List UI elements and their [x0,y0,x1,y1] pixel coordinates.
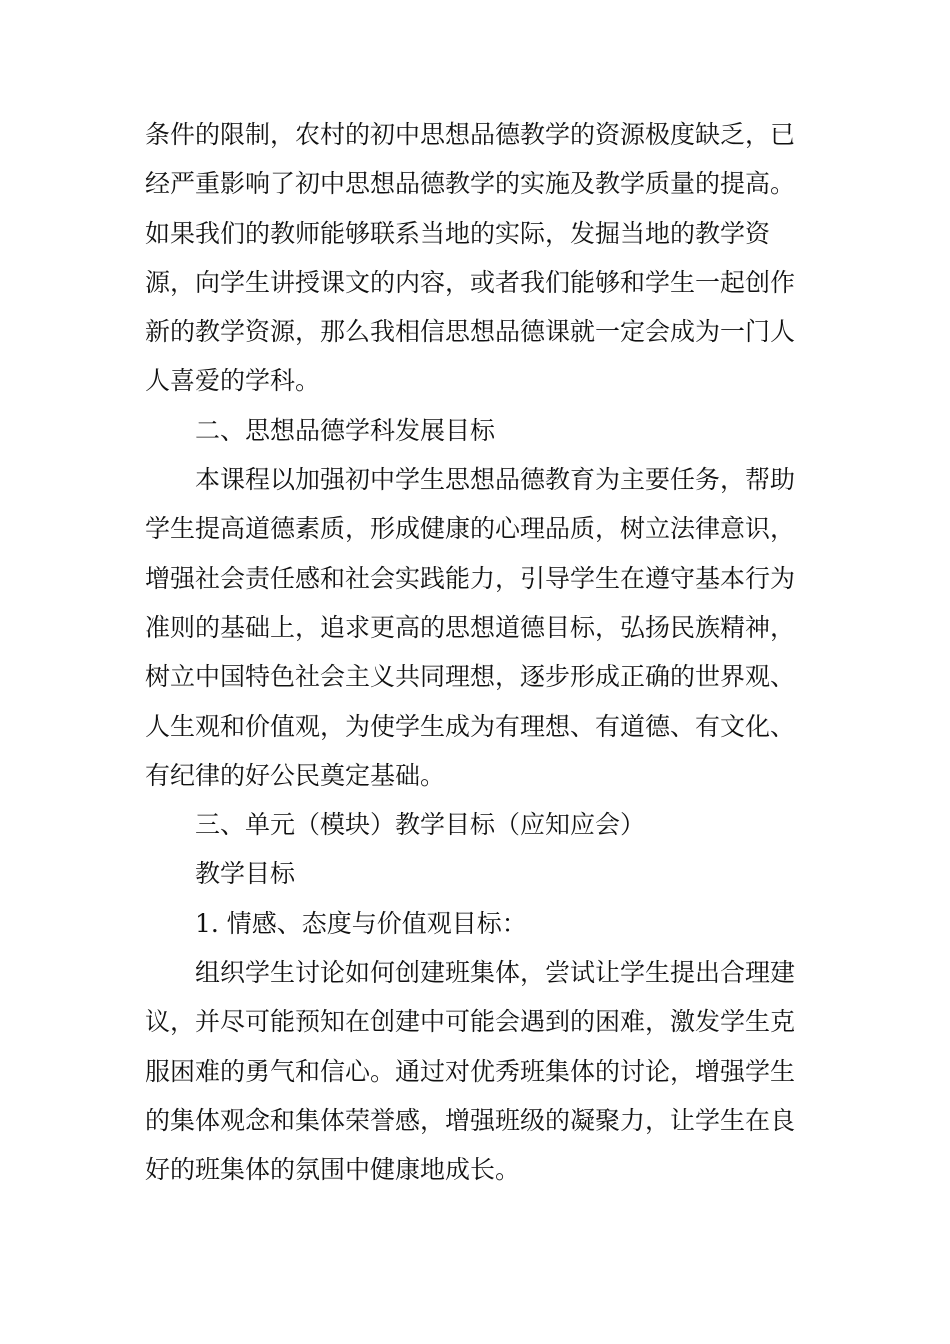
text-line: 准则的基础上，追求更高的思想道德目标，弘扬民族精神， [145,612,796,642]
text-line: 二、思想品德学科发展目标 [195,415,496,445]
text-line: 经严重影响了初中思想品德教学的实施及教学质量的提高。 [145,169,796,199]
text-line: 组织学生讨论如何创建班集体，尝试让学生提出合理建 [195,958,796,988]
text-line: 的集体观念和集体荣誉感，增强班级的凝聚力，让学生在良 [145,1105,796,1135]
text-line: 学生提高道德素质，形成健康的心理品质，树立法律意识， [145,514,796,544]
document-body [145,110,835,1195]
text-line: 增强社会责任感和社会实践能力，引导学生在遵守基本行为 [145,563,796,593]
text-line: 本课程以加强初中学生思想品德教育为主要任务，帮助 [195,465,796,495]
text-line: 人生观和价值观，为使学生成为有理想、有道德、有文化、 [145,711,796,741]
text-line: 三、单元（模块）教学目标（应知应会） [195,810,646,840]
text-line: 1. 情感、态度与价值观目标： [195,908,527,938]
text-line: 议，并尽可能预知在创建中可能会遇到的困难，激发学生克 [145,1007,796,1037]
text-line: 源，向学生讲授课文的内容，或者我们能够和学生一起创作 [145,267,796,297]
text-line: 树立中国特色社会主义共同理想，逐步形成正确的世界观、 [145,662,796,692]
text-line: 条件的限制，农村的初中思想品德教学的资源极度缺乏，已 [145,120,796,149]
text-line: 服困难的勇气和信心。通过对优秀班集体的讨论，增强学生 [145,1056,796,1086]
text-line: 好的班集体的氛围中健康地成长。 [145,1155,521,1185]
text-line: 人喜爱的学科。 [145,366,321,396]
text-line: 教学目标 [195,859,296,889]
text-line: 有纪律的好公民奠定基础。 [145,760,446,790]
text-line: 如果我们的教师能够联系当地的实际，发掘当地的教学资 [145,218,771,248]
text-line: 新的教学资源，那么我相信思想品德课就一定会成为一门人 [145,317,796,347]
